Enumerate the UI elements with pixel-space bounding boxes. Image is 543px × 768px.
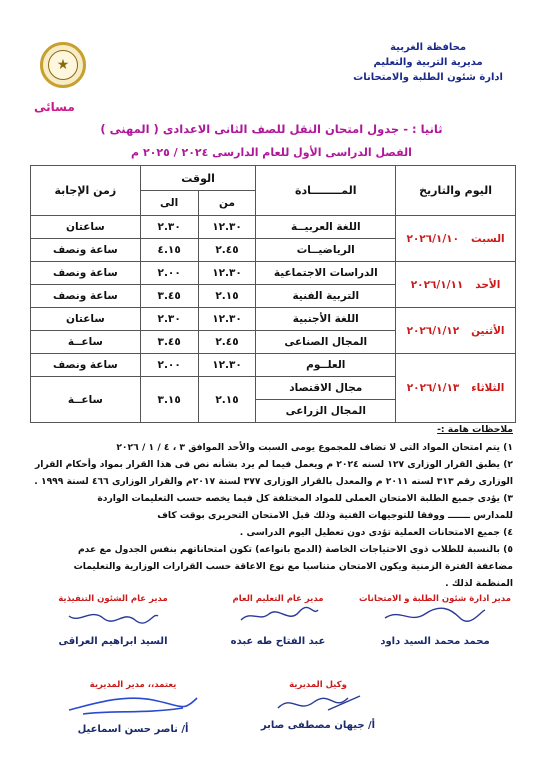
signature-role: مدير عام الشئون التنفيذية [58,594,168,604]
header-time: الوقت [140,166,256,191]
note-line: ٢) يطبق القرار الوزارى ١٢٧ لسنه ٢٠٢٤ م ويعمل فيما لم يرد بشأنه نص فى هذا القرار بمواد وأحكام القرار [35,459,513,470]
note-line: ١) يتم امتحان المواد التى لا تضاف للمجموع يومى السبت والأحد الموافق ٣ ، ٤ / ١ / ٢٠٢٦ [116,442,513,453]
from-cell: ١٢.٣٠ [198,216,256,239]
day-name: الأحد [475,278,501,291]
from-cell: ١٢.٣٠ [198,354,256,377]
page-title: ثانيا : - جدول امتحان النقل للصف الثانى الاعدادى ( المهنى ) [100,122,443,136]
handwritten-signature-icon [63,690,203,720]
note-line: مضاعفة الفترة الزمنية ويكون الامتحان متناسبا مع نوع الاعاقة حسب القرارات الوزارية والتعليمات [73,561,513,572]
to-cell: ٣.٤٥ [140,285,198,308]
note-line: الوزارى رقم ٣١٣ لسنه ٢٠١١ م والمعدل بالقرار الوزارى ٣٧٧ لسنة ٢٠١٧م والقرار الوزارى ٤٦٦ لسنة ١٩٩٩ . [34,476,513,487]
table-row [31,354,516,377]
header-governorate: محافظة الغربية [390,42,467,53]
to-cell: ٢.٠٠ [140,262,198,285]
table-row [31,262,516,285]
day-date-cell [396,308,516,354]
day-date: ٢٠٢٦/١/١٢ [406,324,460,337]
day-date: ٢٠٢٦/١/١٣ [406,382,460,394]
signature-name: أ/ جيهان مصطفى صابر [260,720,376,731]
header-duration: زمن الإجابة [31,166,141,216]
signature-role: مدير عام التعليم العام [232,594,324,604]
header-directorate: مديرية التربية والتعليم [373,57,483,68]
page-subtitle: الفصل الدراسى الأول للعام الدارسى ٢٠٢٤ / ٢٠٢٥ م [131,146,412,159]
table-row [31,216,516,239]
to-cell: ٣.١٥ [140,377,198,423]
subject-cell: المجال الصناعى [256,331,396,354]
handwritten-signature-icon [380,604,490,626]
signature-role: يعتمد،، مدير المديرية [89,680,177,690]
day-date: ٢٠٢٦/١/١١ [410,278,464,291]
day-date: ٢٠٢٦/١/١٠ [406,232,459,245]
signature-role: وكيل المديرية [289,680,347,690]
subject-cell: التربية الفنية [256,285,396,308]
duration-cell: ساعــة [31,377,141,423]
notes-title: ملاحظات هامة :- [437,424,513,435]
from-cell: ١٢.٣٠ [198,308,256,331]
day-name: الثلاثاء [471,382,505,394]
to-cell: ٣.٤٥ [140,331,198,354]
from-cell: ١٢.٣٠ [198,262,256,285]
day-date-cell [396,354,516,423]
note-line: المنظمة لذلك . [445,578,513,589]
subject-cell: العلــوم [256,354,396,377]
day-name: السبت [470,232,505,245]
header-day-date: اليوم والتاريخ [396,166,516,216]
to-cell: ٢.٣٠ [140,308,198,331]
day-date-cell [396,262,516,308]
notes-section [25,421,513,592]
header-to: الى [140,191,198,216]
signature-block-deputy [243,680,393,731]
subject-cell: الرياضيــات [256,239,396,262]
from-cell: ٢.١٥ [198,285,256,308]
letterhead [353,40,503,85]
signature-block-students-affairs [355,594,515,647]
note-line: ٥) بالنسبة للطلاب ذوى الاحتياجات الخاصة (الدمج بانواعه) تكون امتحاناتهم بنفس الجدول مع عدم [77,544,513,555]
header-administration: ادارة شئون الطلبة والامتحانات [353,72,503,83]
day-date-cell [396,216,516,262]
directorate-logo-icon: ★ [40,42,86,88]
signature-name: السيد ابراهيم العراقى [58,636,168,647]
duration-cell: ساعة ونصف [31,354,141,377]
signature-role: مدير ادارة شئون الطلبة و الامتحانات [359,594,511,604]
duration-cell: ساعتان [31,216,141,239]
signature-block-director [53,680,213,735]
to-cell: ٢.٣٠ [140,216,198,239]
duration-cell: ساعة ونصف [31,262,141,285]
from-cell: ٢.٤٥ [198,331,256,354]
from-cell: ٢.١٥ [198,377,256,423]
note-line: ٤) جميع الامتحانات العملية تؤدى دون تعطيل اليوم الدراسى . [239,527,513,538]
subject-cell: الدراسات الاجتماعية [256,262,396,285]
signature-name: أ/ ناصر حسن اسماعيل [77,724,189,735]
session-label: مسائى [34,100,75,114]
from-cell: ٢.٤٥ [198,239,256,262]
handwritten-signature-icon [233,604,323,626]
signature-name: محمد محمد السيد داود [380,636,490,647]
signature-block-general-education [208,594,348,647]
header-from: من [198,191,256,216]
subject-cell: اللغة العربيــة [256,216,396,239]
signature-block-executive-affairs [33,594,193,647]
duration-cell: ساعة ونصف [31,285,141,308]
exam-schedule-table [30,165,516,423]
duration-cell: ساعة ونصف [31,239,141,262]
handwritten-signature-icon [268,690,368,716]
subject-cell: مجال الاقتصاد [256,377,396,400]
signature-name: عبد الفتاح طه عبده [230,636,326,647]
subject-cell: المجال الزراعى [256,400,396,423]
to-cell: ٤.١٥ [140,239,198,262]
note-line: للمدارس ـــــــ ووفقا للتوجيهات الفنية وذلك قبل الامتحان التحريرى بوقت كاف [157,510,513,521]
to-cell: ٢.٠٠ [140,354,198,377]
note-line: ٣) يؤدى جميع الطلبة الامتحان العملى للمواد المختلفة كل فيما يخصه حسب التعليمات الواردة [97,493,513,504]
day-name: الأثنين [471,324,505,337]
handwritten-signature-icon [63,604,163,626]
subject-cell: اللغة الأجنبية [256,308,396,331]
header-subject: المــــــــادة [256,166,396,216]
duration-cell: ساعــة [31,331,141,354]
duration-cell: ساعتان [31,308,141,331]
table-row [31,308,516,331]
